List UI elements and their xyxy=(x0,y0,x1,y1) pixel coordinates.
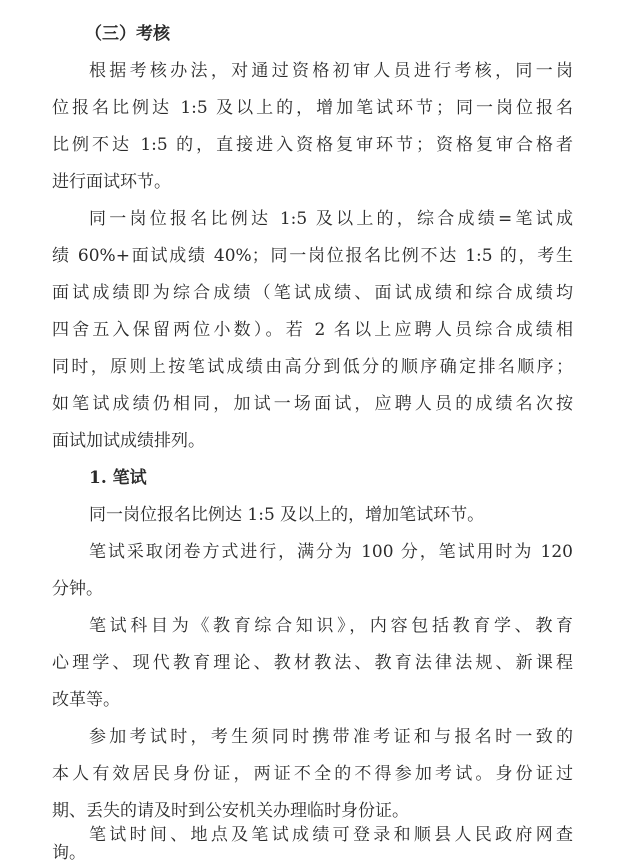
paragraph-line: 同一岗位报名比例达 1:5 及以上的，增加笔试环节。 xyxy=(89,505,485,525)
paragraph-line: 四舍五入保留两位小数）。若 2 名以上应聘人员综合成绩相 xyxy=(52,320,573,340)
paragraph-line: 绩 60%+面试成绩 40%；同一岗位报名比例不达 1:5 的，考生 xyxy=(52,246,573,266)
section-heading: （三）考核 xyxy=(85,24,170,44)
paragraph-line: 根据考核办法，对通过资格初审人员进行考核，同一岗 xyxy=(89,61,573,81)
paragraph-line: 如笔试成绩仍相同，加试一场面试，应聘人员的成绩名次按 xyxy=(52,394,573,414)
paragraph-line: 参加考试时，考生须同时携带准考证和与报名时一致的 xyxy=(89,727,573,747)
paragraph-line: 询。 xyxy=(52,843,86,863)
paragraph-line: 心理学、现代教育理论、教材教法、教育法律法规、新课程 xyxy=(52,653,573,673)
paragraph-line: 笔试时间、地点及笔试成绩可登录和顺县人民政府网查 xyxy=(89,825,573,845)
subheading-written-exam: 1. 笔试 xyxy=(89,468,147,488)
paragraph-line: 笔试科目为《教育综合知识》，内容包括教育学、教育 xyxy=(89,616,573,636)
paragraph-line: 面试加试成绩排列。 xyxy=(52,431,205,451)
paragraph-line: 期、丢失的请及时到公安机关办理临时身份证。 xyxy=(52,801,409,821)
paragraph-line: 进行面试环节。 xyxy=(52,172,171,192)
paragraph-line: 面试成绩即为综合成绩（笔试成绩、面试成绩和综合成绩均 xyxy=(52,283,573,303)
paragraph-line: 改革等。 xyxy=(52,690,120,710)
paragraph-line: 位报名比例达 1:5 及以上的，增加笔试环节；同一岗位报名 xyxy=(52,98,573,118)
paragraph-line: 本人有效居民身份证，两证不全的不得参加考试。身份证过 xyxy=(52,764,573,784)
paragraph-line: 同一岗位报名比例达 1:5 及以上的，综合成绩=笔试成 xyxy=(89,209,573,229)
paragraph-line: 笔试采取闭卷方式进行，满分为 100 分，笔试用时为 120 xyxy=(89,542,573,562)
paragraph-line: 同时，原则上按笔试成绩由高分到低分的顺序确定排名顺序； xyxy=(52,357,573,377)
paragraph-line: 分钟。 xyxy=(52,579,103,599)
paragraph-line: 比例不达 1:5 的，直接进入资格复审环节；资格复审合格者 xyxy=(52,135,573,155)
